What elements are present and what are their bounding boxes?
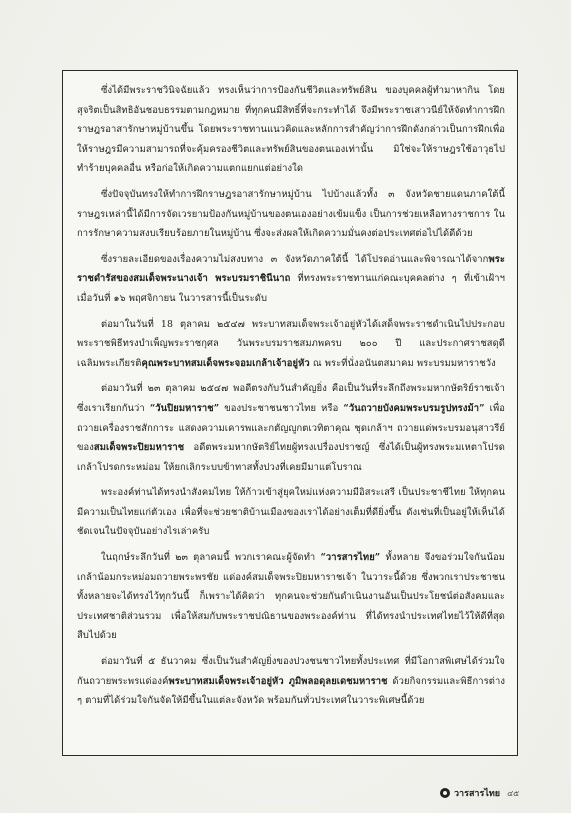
magazine-logo-icon	[440, 788, 450, 798]
paragraph-6: พระองค์ท่านได้ทรงนำสังคมไทย ให้ก้าวเข้าสู่ยุคใหม่แห่งความมีอิสระเสรี เป็นประชาชีไทย ให้ทุกคนมีความเป็นไทยแก่ตัวเอง เพื่อที่จะช่วยชาติบ้านเมืองของเราได้อย่างเต็มที่ดียิ่งขึ้น ดังเช่นที่เป็นอยู่ให้เห็นได้ชัดเจนในปัจจุบันอย่างไรเล่าครับ	[77, 487, 505, 538]
emphasis-text: “วันปิยมหาราช”	[149, 402, 220, 414]
page-footer	[440, 786, 519, 800]
emphasis-text: สมเด็จพระปิยมหาราช	[93, 442, 185, 454]
article-frame	[62, 70, 518, 756]
emphasis-text: คุณพระบาทสมเด็จพระจอมเกล้าเจ้าอยู่หัว	[141, 357, 310, 369]
emphasis-text: พระบาทสมเด็จพระเจ้าอยู่หัว ภูมิพลอดุลยเดชมหาราช	[168, 675, 388, 687]
paragraph-5: ต่อมาวันที่ ๒๓ ตุลาคม ๒๕๔๗ พอดีตรงกับวันสำคัญยิ่ง คือเป็นวันที่ระลึกถึงพระมหากษัตริย์ราชเจ้า ซึ่งเราเรียกกันว่า “วันปิยมหาราช” ของประชาชนชาวไทย หรือ “วันถวายบังคมพระบรมรูปทรงม้า” เพื่อถวายเครื่องราชสักการะ แสดงความเคารพและกตัญญูกตเวทิตาคุณ ชุดเกล้าฯ ถวายแด่พระบรมอนุสาวรีย์ของสมเด็จพระปิยมหาราช อดีตพระมหากษัตริย์ไทยผู้ทรงเปรื่องปราชญ์ ซึ่งได้เป็นผู้ทรงพระมเหตาโปรดเกล้าโปรดกระหม่อม ให้ยกเลิกระบบข้าทาสทั้งปวงที่เคยมีมาแต่โบราณ	[77, 383, 505, 473]
emphasis-text: “วันถวายบังคมพระบรมรูปทรงม้า”	[343, 402, 485, 414]
paragraph-4: ต่อมาในวันที่ 18 ตุลาคม ๒๕๔๗ พระบาทสมเด็จพระเจ้าอยู่หัวได้เสด็จพระราชดำเนินไปประกอบพระราชพิธีทรงบำเพ็ญพระราชกุศล วันพระบรมราชสมภพครบ ๒๐๐ ปี และประกาศราชสดุดีเฉลิมพระเกียรติคุณพระบาทสมเด็จพระจอมเกล้าเจ้าอยู่หัว ณ พระที่นั่งอนันตสมาคม พระบรมมหาราชวัง	[77, 318, 505, 369]
page-number: ๔๕	[507, 788, 520, 798]
paragraph-3: ซึ่งรายละเอียดของเรื่องความไม่สงบทาง ๓ จังหวัดภาคใต้นี้ ได้โปรดอ่านและพิจารณาได้จากพระราชดำรัสของสมเด็จพระนางเจ้า พระบรมราชินีนาถ ที่ทรงพระราชทานแก่คณะบุคคลต่าง ๆ ที่เข้าเฝ้าฯ เมื่อวันที่ ๑๖ พฤศจิกายน ในวารสารนี้เป็นระดับ	[77, 253, 505, 304]
emphasis-text: “วารสารไทย”	[320, 552, 381, 564]
paragraph-2: ซึ่งปัจจุบันทรงให้ทำการฝึกราษฎรอาสารักษาหมู่บ้าน ไปบ้างแล้วทั้ง ๓ จังหวัดชายแดนภาคใต้นี้ ราษฎรเหล่านี้ได้มีการจัดเวรยามป้องกันหมู่บ้านของตนเองอย่างเข้มแข็ง เป็นการช่วยเหลือทางราชการ ในการรักษาความสงบเรียบร้อยภายในหมู่บ้าน ซึ่งจะส่งผลให้เกิดความมั่นคงต่อประเทศต่อไปได้ดีด้วย	[77, 188, 505, 240]
paragraph-7: ในฤกษ์ระลึกวันที่ ๒๓ ตุลาคมนี้ พวกเราคณะผู้จัดทำ “วารสารไทย” ทั้งหลาย จึงขอร่วมใจกันน้อมเกล้าน้อมกระหม่อมถวายพระพรชัย แด่องค์สมเด็จพระปิยมหาราชเจ้า ในวาระนี้ด้วย ซึ่งพวกเราประชาชนทั้งหลายจะได้ทรงไว้ทุกวันนี้ ก็เพราะได้คิดว่า ทุกคนจะช่วยกันดำเนินงานอันเป็นประโยชน์ต่อสังคมและประเทศชาติส่วนรวม เพื่อให้สมกับพระราชปณิธานของพระองค์ท่าน ที่ได้ทรงนำประเทศไทยไว้ให้ดีที่สุดสืบไปด้วย	[77, 552, 505, 642]
footer-brand: วารสารไทย	[454, 789, 501, 799]
paragraph-8: ต่อมาวันที่ ๕ ธันวาคม ซึ่งเป็นวันสำคัญยิ่งของปวงชนชาวไทยทั้งประเทศ ที่มีโอกาสพิเศษได้ร่วมใจกันถวายพระพรแด่องค์พระบาทสมเด็จพระเจ้าอยู่หัว ภูมิพลอดุลยเดชมหาราช ด้วยกิจกรรมและพิธีการต่าง ๆ ตามที่ได้ร่วมใจกันจัดให้มีขึ้นในแต่ละจังหวัด พร้อมกันทั่วประเทศในวาระพิเศษนี้ด้วย	[77, 656, 505, 707]
paragraph-1: ซึ่งได้มีพระราชวินิจฉัยแล้ว ทรงเห็นว่าการป้องกันชีวิตและทรัพย์สิน ของบุคคลผู้ทำมาหากิน โดยสุจริตเป็นสิทธิอันชอบธรรมตามกฎหมาย ที่ทุกคนมีสิทธิ์ที่จะกระทำได้ จึงมีพระราชเสาวนีย์ให้จัดทำการฝึกราษฎรอาสารักษาหมู่บ้านขึ้น โดยพระราชทานแนวคิดและหลักการสำคัญว่าการฝึกดังกล่าวเป็นการฝึกเพื่อให้ราษฎรมีความสามารถที่จะคุ้มครองชีวิตและทรัพย์สินของตนเองเท่านั้น มิใช่จะให้ราษฎรใช้อาวุธไปทำร้ายบุคคลอื่น หรือก่อให้เกิดความแตกแยกแต่อย่างใด	[77, 85, 505, 175]
emphasis-text: พระราชดำรัสของสมเด็จพระนางเจ้า พระบรมราชินีนาถ	[77, 253, 505, 285]
